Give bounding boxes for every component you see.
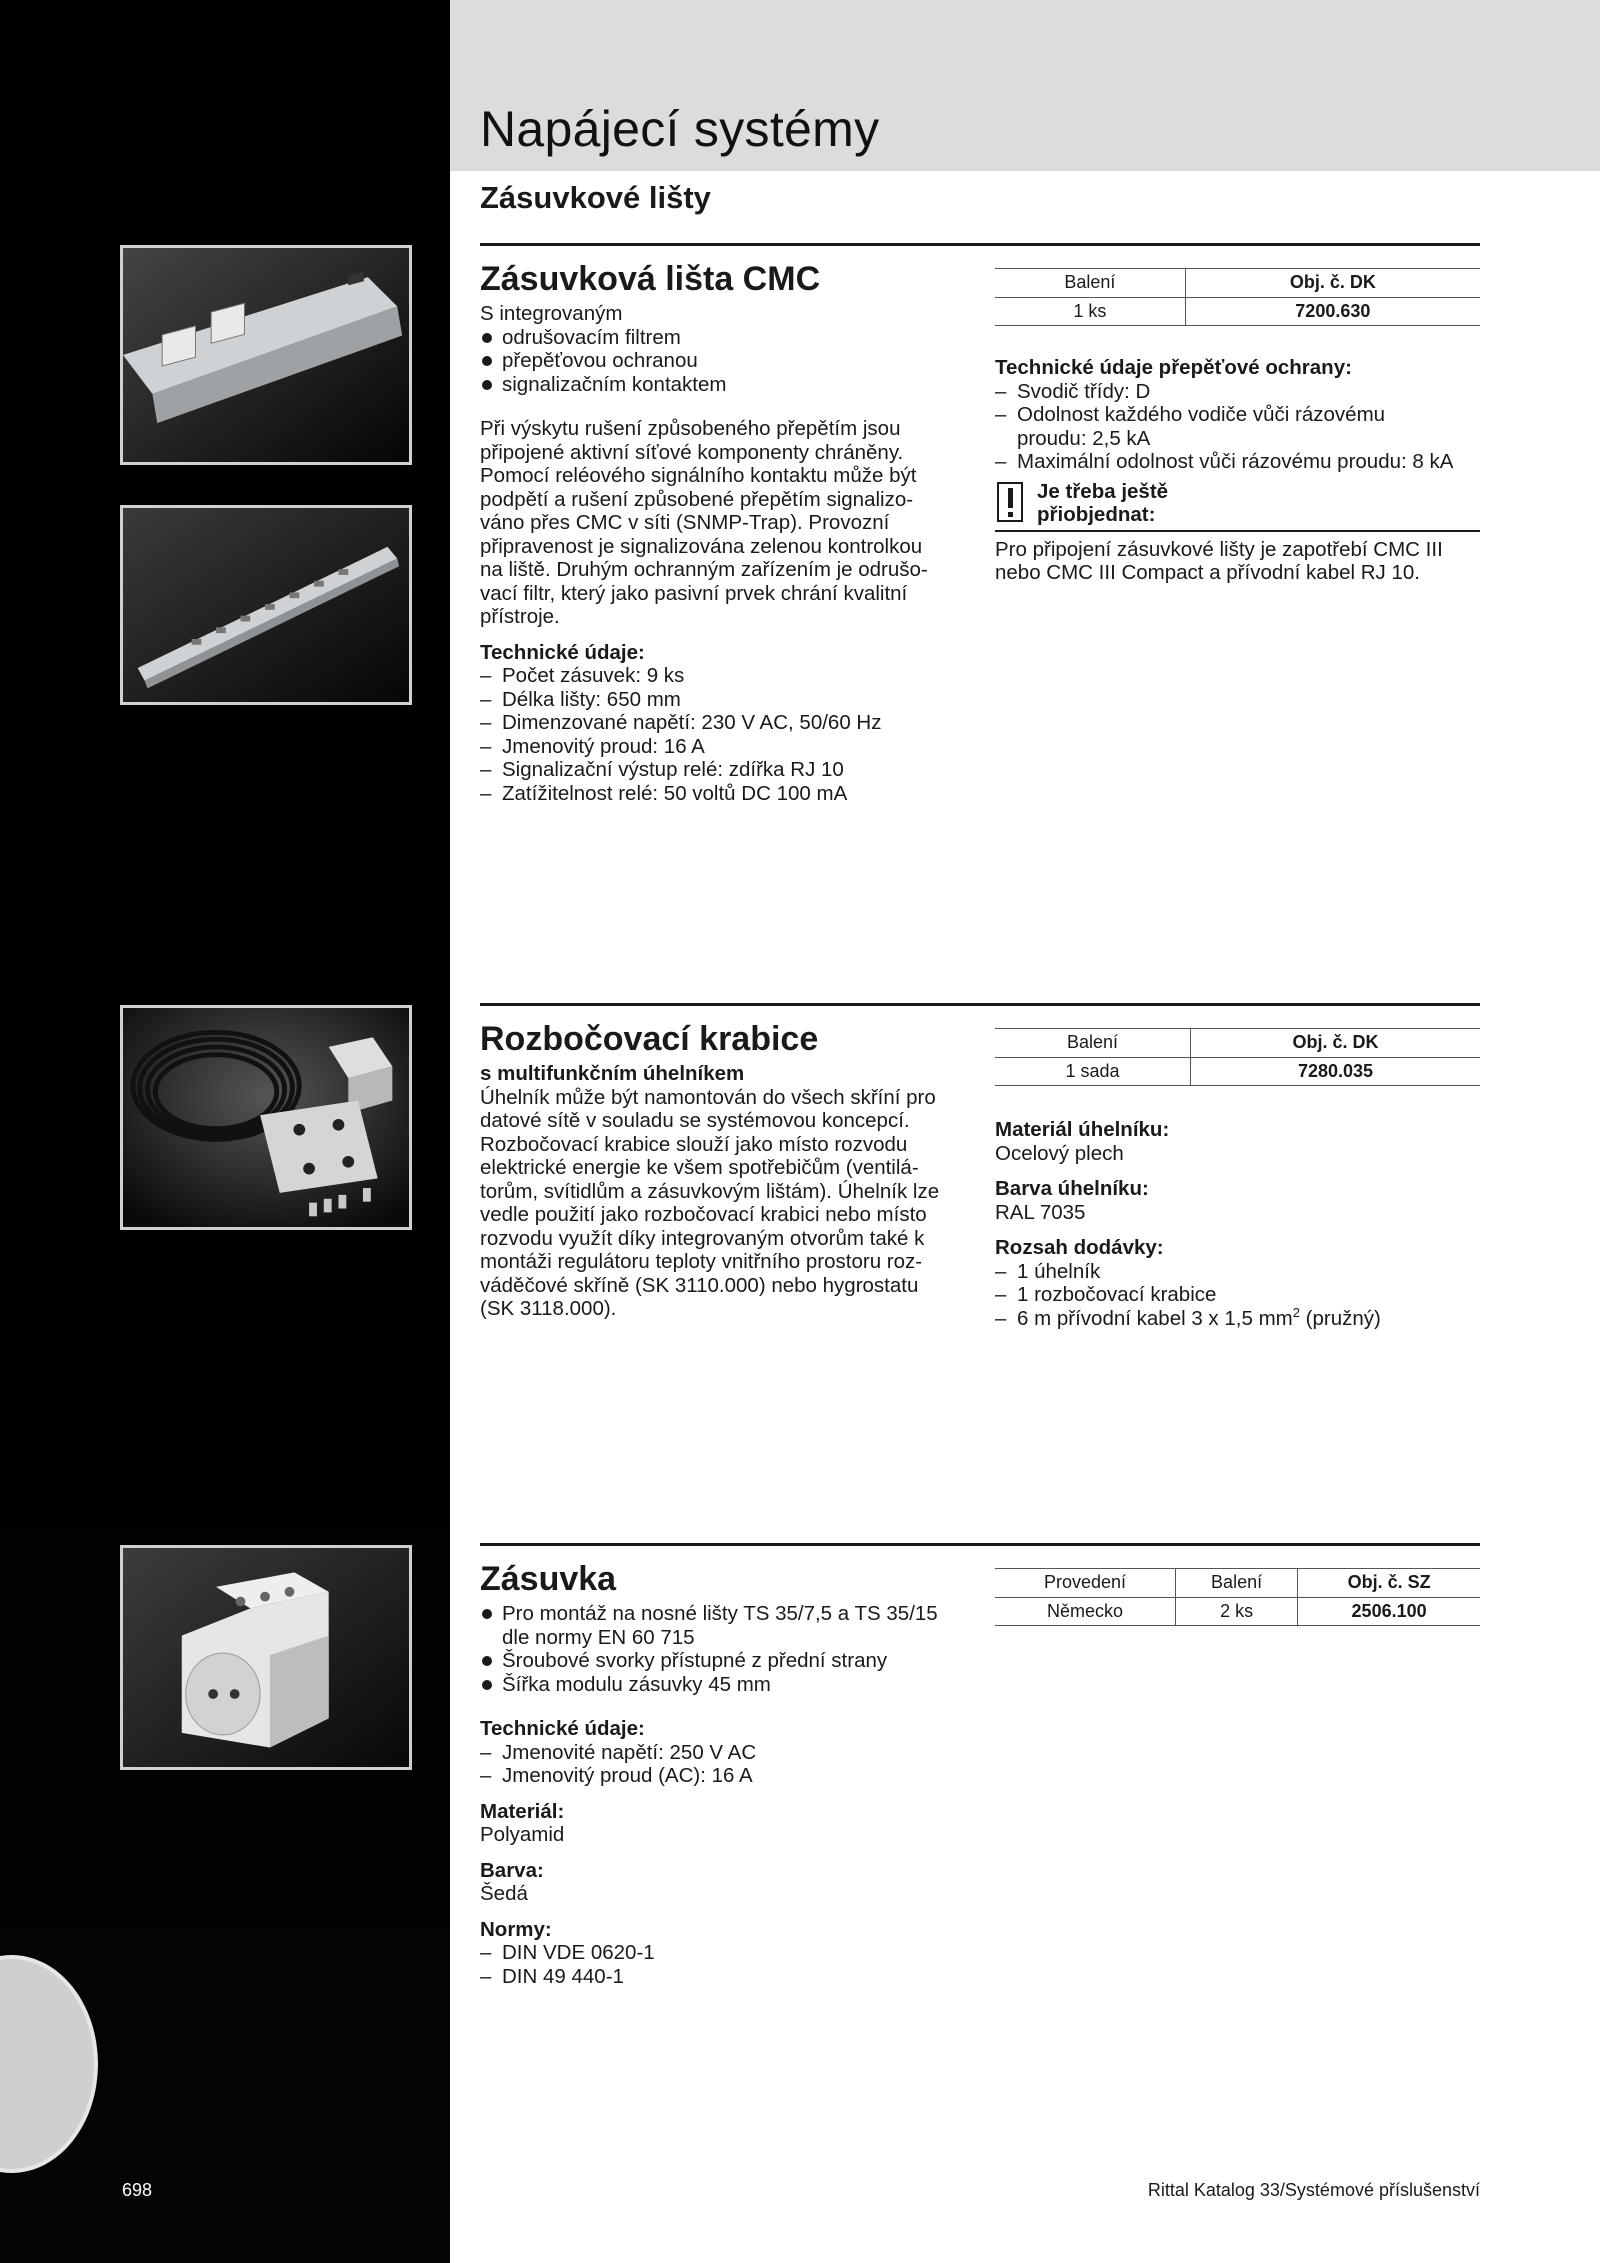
tech-list bbox=[480, 1741, 970, 1788]
table-header: Balení bbox=[1175, 1569, 1297, 1598]
list-item: – Maximální odolnost vůči rázovému proudu: 8 kA bbox=[995, 450, 1480, 474]
norms-heading: Normy: bbox=[480, 1917, 552, 1941]
color-heading: Barva: bbox=[480, 1858, 544, 1882]
page-subtitle: Zásuvkové lišty bbox=[480, 180, 711, 215]
order-table bbox=[995, 268, 1480, 326]
notice-text: Pro připojení zásuvkové lišty je zapotřebí CMC III nebo CMC III Compact a přívodní kabel RJ 10. bbox=[995, 537, 1443, 584]
list-item: Pro montáž na nosné lišty TS 35/7,5 a TS 35/15 dle normy EN 60 715 bbox=[480, 1602, 970, 1649]
tech-heading: Technické údaje: bbox=[480, 640, 645, 664]
list-item: – 1 rozbočovací krabice bbox=[995, 1283, 1480, 1307]
table-row: 1 sada 7280.035 bbox=[995, 1057, 1480, 1086]
table-header: Provedení bbox=[995, 1569, 1175, 1598]
material-value: Polyamid bbox=[480, 1823, 565, 1846]
list-item: – DIN VDE 0620-1 bbox=[480, 1941, 970, 1965]
list-item: odrušovacím filtrem bbox=[480, 326, 970, 350]
tech-heading: Technické údaje: bbox=[480, 1717, 645, 1740]
section-title: Zásuvková lišta CMC bbox=[480, 260, 821, 298]
list-item: – Zatížitelnost relé: 50 voltů DC 100 mA bbox=[480, 782, 970, 806]
notice-rule bbox=[995, 530, 1480, 532]
table-row: Německo 2 ks 2506.100 bbox=[995, 1597, 1480, 1626]
section-socket-left bbox=[480, 1560, 970, 1988]
list-item: – Délka lišty: 650 mm bbox=[480, 688, 970, 712]
product-photo-cmc-strip-closeup bbox=[120, 245, 412, 465]
list-item: – 1 úhelník bbox=[995, 1260, 1480, 1284]
intro-text: S integrovaným bbox=[480, 302, 623, 325]
color-heading: Barva úhelníku: bbox=[995, 1177, 1149, 1200]
scope-heading: Rozsah dodávky: bbox=[995, 1236, 1164, 1259]
material-heading: Materiál úhelníku: bbox=[995, 1118, 1170, 1141]
feature-list bbox=[480, 1602, 970, 1696]
description-paragraph: Při výskytu rušení způsobeného přepětím jsou připojené aktivní síťové komponenty chráněny. Pomocí reléového signálního kontaktu může být podpětí a rušení způsobené přepětím signalizo- váno přes CMC v síti (SNMP-Trap). Provozní připravenost je signalizována zelenou kontrolkou na liště. Druhým ochranným zařízením je odrušo- vací filtr, který jako pasivní prvek chrání kvalitní přístroje. bbox=[480, 417, 928, 628]
section-rule bbox=[480, 1003, 1480, 1006]
section-subtitle: s multifunkčním úhelníkem bbox=[480, 1062, 745, 1085]
section-cmc-left bbox=[480, 260, 970, 805]
list-item: – Počet zásuvek: 9 ks bbox=[480, 664, 970, 688]
table-header: Balení bbox=[995, 1029, 1191, 1058]
reorder-notice bbox=[995, 480, 1480, 526]
material-value: Ocelový plech bbox=[995, 1141, 1124, 1165]
page-number: 698 bbox=[122, 2180, 153, 2200]
product-photo-din-socket bbox=[120, 1545, 412, 1770]
table-header: Balení bbox=[995, 269, 1185, 298]
table-header: Obj. č. DK bbox=[1185, 269, 1480, 298]
surge-list bbox=[995, 380, 1480, 474]
notice-title-line: přiobjednat: bbox=[1037, 502, 1156, 526]
section-junction-left bbox=[480, 1020, 970, 1321]
notice-title-line: Je třeba ještě bbox=[1037, 479, 1169, 503]
surge-heading: Technické údaje přepěťové ochrany: bbox=[995, 356, 1352, 379]
order-table bbox=[995, 1028, 1480, 1086]
product-photo-junction-box bbox=[120, 1005, 412, 1230]
table-header: Obj. č. DK bbox=[1191, 1029, 1480, 1058]
tech-list bbox=[480, 664, 970, 805]
product-photo-cmc-strip-full bbox=[120, 505, 412, 705]
list-item: – Jmenovitý proud (AC): 16 A bbox=[480, 1764, 970, 1788]
description-paragraph: Úhelník může být namontován do všech skříní pro datové sítě v souladu se systémovou koncepcí. Rozbočovací krabice slouží jako místo rozvodu elektrické energie ke všem spotřebičům (ventilá- torům, svítidlům a zásuvkovým lištám). Úhelník lze vedle použití jako rozbočovací krabici nebo místo rozvodu využít díky integrovaným otvorům také k montáži regulátoru teploty vnitřního prostoru roz- váděčové skříně (SK 3110.000) nebo hygrostatu (SK 3118.000). bbox=[480, 1085, 940, 1320]
list-item: signalizačním kontaktem bbox=[480, 373, 970, 397]
list-item: – Odolnost každého vodiče vůči rázovému proudu: 2,5 kA bbox=[995, 403, 1480, 450]
section-title: Zásuvka bbox=[480, 1560, 617, 1598]
list-item: – Jmenovité napětí: 250 V AC bbox=[480, 1741, 970, 1765]
order-table bbox=[995, 1568, 1480, 1626]
catalog-footer: Rittal Katalog 33/Systémové příslušenství bbox=[1147, 2180, 1480, 2200]
color-value: Šedá bbox=[480, 1882, 528, 1905]
section-title: Rozbočovací krabice bbox=[480, 1020, 819, 1058]
section-junction-right bbox=[995, 1028, 1480, 1330]
feature-list bbox=[480, 326, 970, 397]
material-heading: Materiál: bbox=[480, 1799, 565, 1823]
list-item: – Dimenzované napětí: 230 V AC, 50/60 Hz bbox=[480, 711, 970, 735]
section-rule bbox=[480, 1543, 1480, 1546]
table-row: 1 ks 7200.630 bbox=[995, 297, 1480, 326]
list-item: – Svodič třídy: D bbox=[995, 380, 1480, 404]
list-item: – DIN 49 440-1 bbox=[480, 1965, 970, 1989]
norms-list bbox=[480, 1941, 970, 1988]
list-item: – Signalizační výstup relé: zdířka RJ 10 bbox=[480, 758, 970, 782]
list-item: – Jmenovitý proud: 16 A bbox=[480, 735, 970, 759]
color-value: RAL 7035 bbox=[995, 1200, 1086, 1224]
list-item: Šířka modulu zásuvky 45 mm bbox=[480, 1673, 970, 1697]
exclamation-icon bbox=[997, 482, 1023, 522]
table-header: Obj. č. SZ bbox=[1298, 1569, 1480, 1598]
section-cmc-right bbox=[995, 268, 1480, 585]
page-title: Napájecí systémy bbox=[480, 101, 880, 157]
section-socket-right bbox=[995, 1568, 1480, 1626]
list-item: Šroubové svorky přístupné z přední strany bbox=[480, 1649, 970, 1673]
scope-list bbox=[995, 1260, 1480, 1331]
section-rule bbox=[480, 243, 1480, 246]
list-item: přepěťovou ochranou bbox=[480, 349, 970, 373]
list-item: – 6 m přívodní kabel 3 x 1,5 $mm^2$ (pružný) bbox=[995, 1307, 1480, 1331]
